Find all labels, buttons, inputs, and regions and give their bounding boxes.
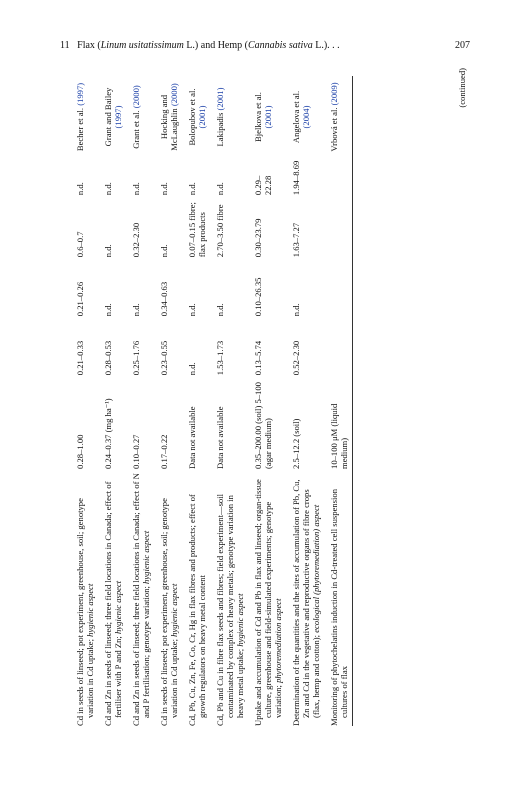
value-cell: n.d.: [215, 182, 225, 196]
reference-authors: Bolopubov et al.: [187, 88, 197, 146]
description-text: [131, 473, 151, 726]
table-row: [75, 76, 99, 726]
treatment-cell: 0.28–1.00: [75, 434, 85, 469]
value-cell: n.d.: [131, 303, 141, 317]
description: Cd, Pb and Cu in fibre flax seeds and fibres; field experiment—soil contaminated by complex of heavy metals; genotype variation in heavy metal uptake;: [215, 494, 245, 726]
title-part: L.). . .: [312, 40, 340, 51]
description-text: [291, 473, 321, 726]
description: Monitoring of phytochelatins induction in Cd-treated cell suspension cultures of flax: [329, 488, 349, 726]
description-cell: [249, 469, 287, 726]
table-row: [183, 76, 211, 726]
description-text: [103, 473, 123, 726]
value-cell: 0.52–2.30: [291, 340, 301, 376]
treatment-cell: 0.17–0.22: [159, 434, 169, 469]
reference-authors: Grant et al.: [131, 108, 141, 149]
value-cell: 0.07–0.15 fibre; flax products: [187, 202, 207, 258]
reference-authors: Vrbová et al.: [329, 105, 339, 152]
treatment-cell: 0.10–0.27: [131, 434, 141, 469]
description: Cd in seeds of linseed; pot experiment, greenhouse, soil; genotype variation in Cd uptake;: [75, 498, 95, 726]
description: Cd in seeds of linseed; pot experiment, greenhouse, soil; genotype variation in Cd uptake;: [159, 498, 179, 726]
value-cell: 0.23–0.55: [159, 340, 169, 376]
rotated-table-content: [71, 66, 471, 734]
value-cell: n.d.: [187, 182, 197, 196]
value-cell: [325, 195, 353, 257]
description-cell: [155, 469, 183, 726]
value-cell: n.d.: [215, 303, 225, 317]
description-cell: [325, 469, 353, 726]
running-header: [60, 40, 470, 56]
value-cell: 0.29–22.28: [253, 175, 273, 196]
aspect: hygienic aspect: [113, 580, 123, 635]
continued-note: (continued): [457, 68, 467, 108]
reference-cell: [155, 76, 183, 154]
reference-year-link[interactable]: (2009): [329, 82, 339, 106]
reference-year-link[interactable]: (1997): [75, 82, 85, 106]
aspect: hygienic aspect: [141, 530, 151, 584]
description: Cd, Pb, Cu, Zn, Fe, Co, Cr, Hg in flax fibres and products; effect of growth regulators on heavy metal content: [187, 494, 207, 726]
description-cell: [287, 469, 325, 726]
description: Cd and Zn in seeds of linseed; three field locations in Canada; effect of fertiliser with P and Zn;: [103, 481, 123, 726]
table-row: [287, 76, 325, 726]
value-cell: 0.30–23.79: [253, 218, 263, 258]
value-cell: 0.21–0.26: [75, 281, 85, 317]
description-text: [159, 473, 179, 726]
treatment-cell: 0.35–200.00 (soil) 5–100 (agar medium): [253, 382, 273, 469]
table-row: [211, 76, 249, 726]
reference-cell: [75, 76, 99, 154]
value-cell: 0.25–1.76: [131, 340, 141, 376]
value-cell: n.d.: [187, 362, 197, 376]
value-cell: 0.28–0.53: [103, 340, 113, 376]
table-body: [75, 76, 353, 726]
aspect: ecological (phytoremediation) aspect: [311, 504, 321, 633]
description-cell: [211, 469, 249, 726]
description-cell: [75, 469, 99, 726]
description-text: [329, 473, 349, 726]
reference-cell: [99, 76, 127, 154]
rotated-table-region: [71, 66, 471, 734]
reference-year-link[interactable]: (2000): [131, 85, 141, 109]
value-cell: 0.13–5.74: [253, 340, 263, 376]
description-cell: [99, 469, 127, 726]
description-cell: [127, 469, 155, 726]
treatment-cell: 0.24–0.37 (mg ha⁻¹): [103, 398, 113, 469]
reference-cell: [249, 76, 287, 154]
value-cell: 1.53–1.73: [215, 340, 225, 376]
reference-authors: Lakipadis: [215, 110, 225, 147]
table-row: [249, 76, 287, 726]
reference-year-link[interactable]: (1997): [113, 105, 123, 129]
value-cell: 0.6–0.7: [75, 231, 85, 258]
value-cell: [325, 154, 353, 195]
reference-authors: Angelova et al.: [291, 90, 301, 144]
reference-cell: [325, 76, 353, 154]
reference-year-link[interactable]: (2000): [169, 83, 179, 107]
description-cell: [183, 469, 211, 726]
table-row: [155, 76, 183, 726]
value-cell: n.d.: [159, 244, 169, 258]
value-cell: n.d.: [103, 244, 113, 258]
value-cell: n.d.: [103, 303, 113, 317]
description-text: [75, 473, 95, 726]
reference-cell: [287, 76, 325, 154]
description: Uptake and accumulation of Cd and Pb in flax and linseed; organ-tissue culture, greenhouse and field-simulated experiments; genotype variation;: [253, 479, 283, 726]
value-cell: n.d.: [131, 182, 141, 196]
value-cell: [325, 257, 353, 316]
value-cell: n.d.: [291, 303, 301, 317]
description: Cd and Zn in seeds of linseed; three field locations in Canada; effect of N and P fertilisation; genotype variation;: [131, 473, 151, 726]
treatment-cell: 2.5–12.2 (soil): [291, 418, 301, 469]
table-row: [325, 76, 353, 726]
reference-authors: Hocking and McLaughlin: [159, 94, 179, 151]
treatment-cell: 10–100 μM (liquid medium): [325, 375, 353, 469]
value-cell: 1.94–8.69: [291, 160, 301, 196]
description-text: [253, 473, 283, 726]
title-part: Flax (: [77, 40, 101, 51]
reference-authors: Bjelkova et al.: [253, 92, 263, 142]
reference-cell: [183, 76, 211, 154]
reference-authors: Becher et al.: [75, 105, 85, 152]
heavy-metal-table: [75, 76, 353, 726]
table-row: [99, 76, 127, 726]
value-cell: 0.32–2.30: [131, 222, 141, 258]
aspect: hygienic aspect: [169, 583, 179, 637]
running-title: [60, 40, 340, 51]
value-cell: 2.70–3.50 fibre: [215, 204, 225, 258]
value-cell: [325, 316, 353, 375]
reference-authors: Grant and Bailey: [103, 87, 113, 147]
reference-cell: [127, 76, 155, 154]
description: Determination of the quantities and the sites of accumulation of Pb, Cu, Zn and Cd in the vegetative and reproductive organs of fibre crops (flax, hemp and cotton);: [291, 479, 321, 726]
value-cell: n.d.: [159, 182, 169, 196]
table-row: [127, 76, 155, 726]
value-cell: 0.10–26.35: [253, 277, 263, 317]
chapter-number: 11: [60, 40, 70, 51]
value-cell: n.d.: [103, 182, 113, 196]
value-cell: 1.63–7.27: [291, 222, 301, 258]
description-text: [187, 473, 207, 726]
reference-cell: [211, 76, 249, 154]
page-number: 207: [455, 40, 470, 51]
treatment-cell: Data not available: [215, 406, 225, 469]
treatment-cell: Data not available: [187, 406, 197, 469]
aspect: phytoremediation aspect: [273, 598, 283, 683]
description-text: [215, 473, 245, 726]
value-cell: n.d.: [75, 182, 85, 196]
title-part: L.) and Hemp (: [183, 40, 248, 51]
value-cell: 0.21–0.33: [75, 340, 85, 376]
value-cell: n.d.: [187, 303, 197, 317]
title-species-flax: Linum usitatissimum: [100, 40, 184, 51]
value-cell: 0.34–0.63: [159, 281, 169, 317]
aspect: hygienic aspect: [235, 593, 245, 647]
reference-year-link[interactable]: (2004): [301, 105, 311, 129]
reference-year-link[interactable]: (2001): [263, 105, 273, 129]
reference-year-link[interactable]: (2001): [215, 87, 225, 111]
reference-year-link[interactable]: (2001): [197, 105, 207, 129]
aspect: hygienic aspect: [85, 583, 95, 637]
title-species-hemp: Cannabis sativa: [247, 40, 313, 51]
